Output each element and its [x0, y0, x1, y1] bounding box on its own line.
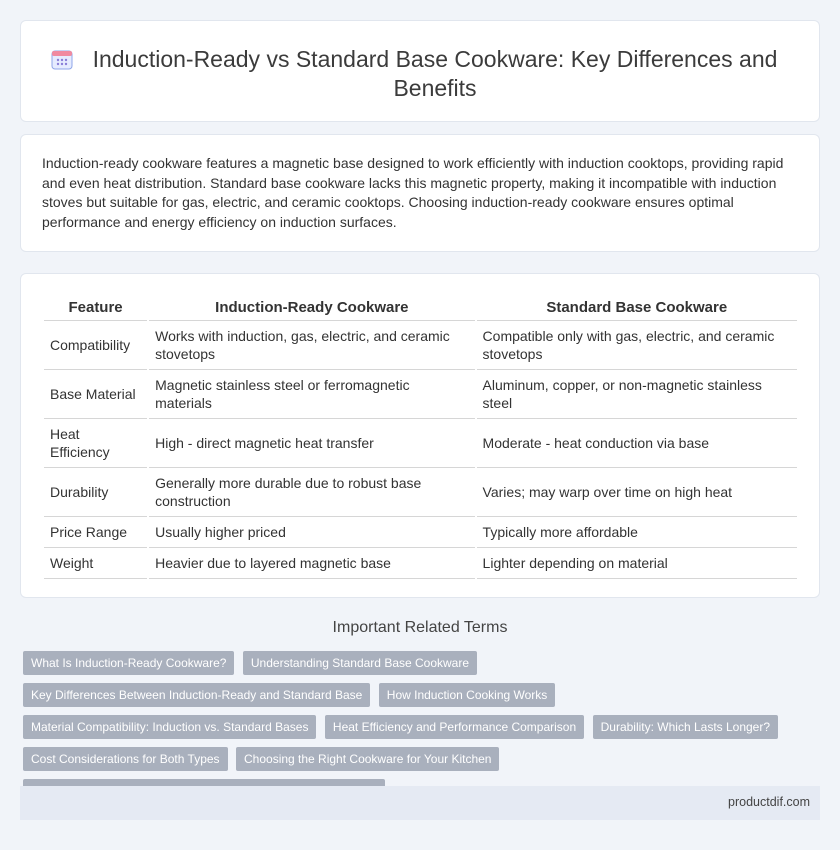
related-term-tag[interactable]: Key Differences Between Induction-Ready and Standard Base	[23, 683, 370, 707]
related-term-tag[interactable]: What Is Induction-Ready Cookware?	[23, 651, 234, 675]
table-row	[44, 321, 797, 370]
table-row	[44, 517, 797, 548]
induction-cell: High - direct magnetic heat transfer	[149, 419, 474, 468]
footer	[20, 786, 820, 820]
related-terms-title: Important Related Terms	[332, 619, 508, 636]
related-term-tag[interactable]: Heat Efficiency and Performance Comparison	[325, 715, 584, 739]
row-label: Weight	[44, 548, 147, 579]
table-row	[44, 468, 797, 517]
row-label: Compatibility	[44, 321, 147, 370]
induction-cell: Magnetic stainless steel or ferromagnetic materials	[149, 370, 474, 419]
column-header-induction: Induction-Ready Cookware	[149, 294, 474, 321]
standard-cell: Moderate - heat conduction via base	[477, 419, 797, 468]
column-header-feature: Feature	[44, 294, 147, 321]
induction-cell: Works with induction, gas, electric, and ceramic stovetops	[149, 321, 474, 370]
related-term-tag[interactable]: Choosing the Right Cookware for Your Kitchen	[236, 747, 499, 771]
header-card	[20, 20, 820, 122]
standard-cell: Varies; may warp over time on high heat	[477, 468, 797, 517]
standard-cell: Lighter depending on material	[477, 548, 797, 579]
standard-cell: Compatible only with gas, electric, and ceramic stovetops	[477, 321, 797, 370]
table-row	[44, 370, 797, 419]
footer-site-link[interactable]: productdif.com	[728, 795, 810, 809]
related-term-tag[interactable]: Understanding Standard Base Cookware	[243, 651, 477, 675]
intro-card	[20, 134, 820, 252]
column-header-standard: Standard Base Cookware	[477, 294, 797, 321]
intro-paragraph: Induction-ready cookware features a magnetic base designed to work efficiently with induction cooktops, providing rapid and even heat distribution. Standard base cookware lacks this magnetic property, making it incompatible with induction stoves but suitable for gas, electric, and ceramic cooktops. Choosing induction-ready cookware ensures optimal performance and energy efficiency on induction surfaces.	[42, 155, 784, 230]
table-row	[44, 548, 797, 579]
comparison-table	[42, 294, 799, 579]
row-label: Heat Efficiency	[44, 419, 147, 468]
induction-cell: Heavier due to layered magnetic base	[149, 548, 474, 579]
related-term-tag[interactable]: Material Compatibility: Induction vs. Standard Bases	[23, 715, 316, 739]
row-label: Price Range	[44, 517, 147, 548]
standard-cell: Aluminum, copper, or non-magnetic stainless steel	[477, 370, 797, 419]
table-row	[44, 419, 797, 468]
induction-cell: Usually higher priced	[149, 517, 474, 548]
induction-cell: Generally more durable due to robust base construction	[149, 468, 474, 517]
standard-cell: Typically more affordable	[477, 517, 797, 548]
page-title: Induction-Ready vs Standard Base Cookware: Key Differences and Benefits	[92, 46, 778, 101]
related-term-tag[interactable]: Durability: Which Lasts Longer?	[593, 715, 778, 739]
row-label: Base Material	[44, 370, 147, 419]
table-header-row	[44, 294, 797, 321]
row-label: Durability	[44, 468, 147, 517]
related-term-tag[interactable]: Cost Considerations for Both Types	[23, 747, 228, 771]
related-term-tag[interactable]: How Induction Cooking Works	[379, 683, 556, 707]
comparison-card	[20, 273, 820, 598]
